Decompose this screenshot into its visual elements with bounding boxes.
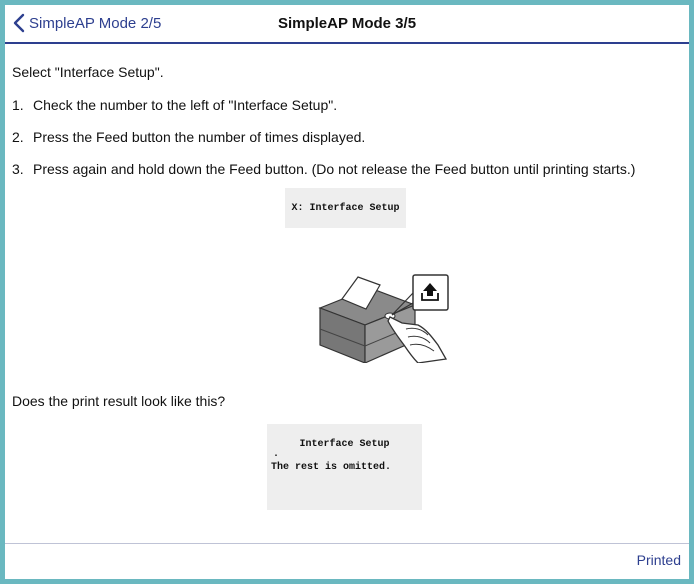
step-3 bbox=[12, 161, 635, 177]
chevron-left-icon bbox=[13, 13, 25, 33]
page-title: SimpleAP Mode 3/5 bbox=[277, 15, 417, 32]
step-1 bbox=[12, 97, 337, 113]
back-button[interactable] bbox=[13, 12, 161, 34]
printer-feed-button-illustration bbox=[310, 233, 460, 363]
interface-setup-sample bbox=[285, 188, 406, 228]
step-number: 3. bbox=[12, 161, 24, 177]
print-result-sample bbox=[267, 424, 422, 510]
footer-bar bbox=[5, 543, 689, 579]
step-number: 2. bbox=[12, 129, 24, 145]
sample-label: X: Interface Setup bbox=[291, 203, 400, 214]
navigation-bar bbox=[5, 5, 689, 44]
back-button-label: SimpleAP Mode 2/5 bbox=[29, 14, 162, 32]
result-note: The rest is omitted. bbox=[271, 462, 392, 473]
result-title: Interface Setup bbox=[299, 439, 390, 450]
step-2 bbox=[12, 129, 365, 145]
question-text: Does the print result look like this? bbox=[12, 393, 226, 409]
step-number: 1. bbox=[12, 97, 24, 113]
result-dot: . bbox=[273, 449, 280, 460]
intro-text: Select "Interface Setup". bbox=[12, 64, 164, 80]
printer-icon bbox=[320, 277, 415, 363]
step-text: Press the Feed button the number of times displayed. bbox=[33, 129, 366, 145]
printed-button[interactable]: Printed bbox=[636, 552, 681, 568]
step-text: Check the number to the left of "Interface Setup". bbox=[33, 97, 338, 113]
step-text: Press again and hold down the Feed button. (Do not release the Feed button until printing starts.) bbox=[33, 161, 636, 177]
